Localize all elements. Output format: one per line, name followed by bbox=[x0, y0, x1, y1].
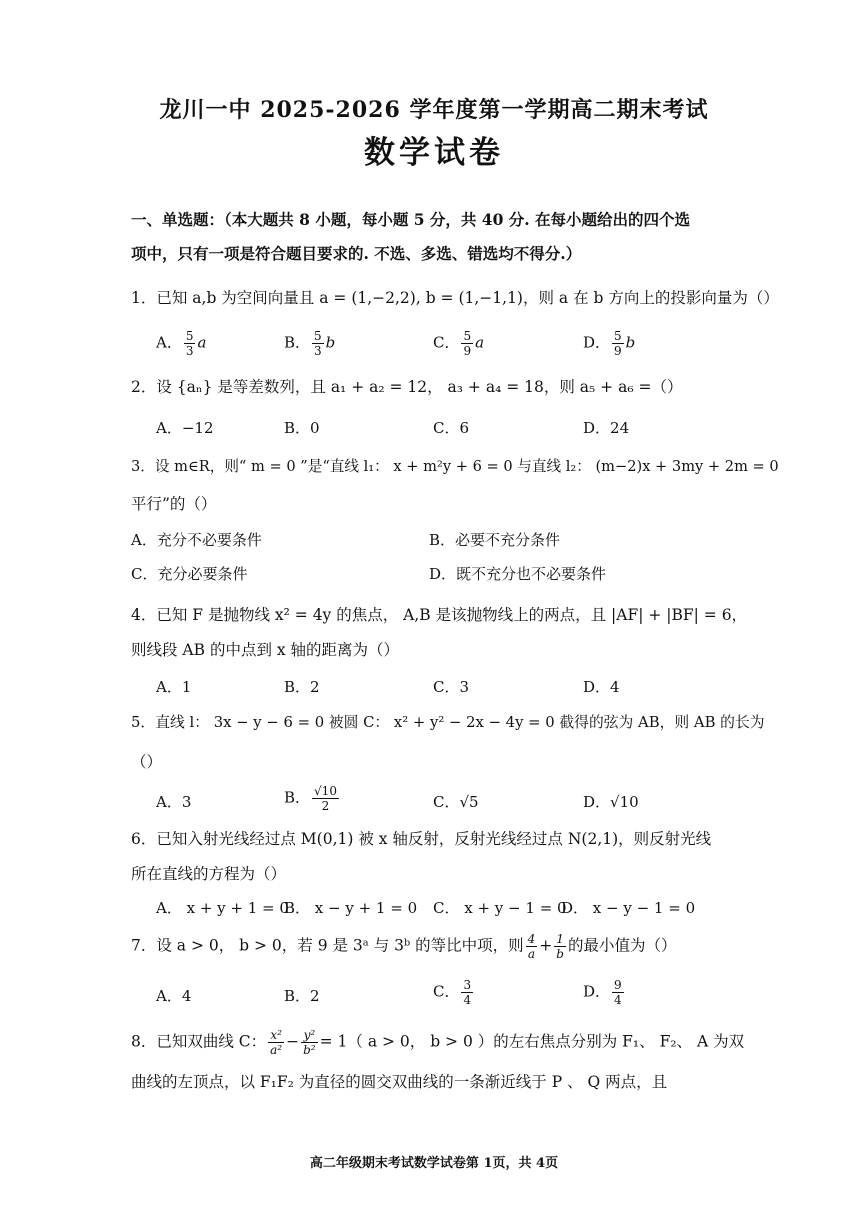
q7-option-c bbox=[433, 978, 475, 1007]
question-3-stem-line2: 平行”的（） bbox=[131, 495, 217, 513]
question-1-stem: 1．已知 a,b 为空间向量且 a = (1,−2,2), b = (1,−1,1)，则 a 在 b 方向上的投影向量为（） bbox=[131, 289, 779, 307]
q2-option-b: B．0 bbox=[284, 419, 320, 437]
q3-option-b: B．必要不充分条件 bbox=[429, 531, 561, 549]
q6-option-c: C． x + y − 1 = 0 bbox=[433, 899, 567, 917]
q3-option-a: A．充分不必要条件 bbox=[131, 531, 262, 549]
option-label: C． bbox=[433, 333, 460, 352]
section-heading-line2: 项中，只有一项是符合题目要求的. 不选、多选、错选均不得分.） bbox=[131, 244, 582, 263]
question-6-stem-line1: 6．已知入射光线经过点 M(0,1) 被 x 轴反射，反射光线经过点 N(2,1)，则反射光线 bbox=[131, 830, 712, 848]
q5-option-b bbox=[284, 784, 341, 813]
question-3-stem-line1: 3．设 m∈R，则“ m = 0 ”是“直线 l₁： x + m²y + 6 = 0 与直线 l₂： (m−2)x + 3my + 2m = 0 bbox=[131, 458, 779, 475]
q3-option-c: C．充分必要条件 bbox=[131, 565, 248, 583]
question-8-stem-line2: 曲线的左顶点，以 F₁F₂ 为直径的圆交双曲线的一条渐近线于 P 、 Q 两点，且 bbox=[131, 1073, 668, 1091]
question-5-stem-line2: （） bbox=[131, 753, 163, 771]
option-label: B． bbox=[284, 788, 311, 807]
q4-option-d: D．4 bbox=[583, 678, 620, 696]
page-footer: 高二年级期末考试数学试卷第 1页，共 4页 bbox=[309, 1156, 559, 1171]
q5-option-a: A．3 bbox=[156, 793, 192, 811]
vector-var: b bbox=[325, 333, 336, 352]
vector-var: a bbox=[475, 333, 485, 352]
q1-option-d bbox=[583, 329, 635, 358]
option-label: A． bbox=[156, 333, 182, 352]
exam-subtitle: 数学试卷 bbox=[364, 135, 504, 171]
q4-option-b: B．2 bbox=[284, 678, 320, 696]
fraction: $\frac{√10}{2}$ bbox=[314, 784, 337, 813]
q4-option-a: A．1 bbox=[156, 678, 192, 696]
option-label: D． bbox=[583, 982, 611, 1001]
vector-var: b bbox=[625, 333, 636, 352]
q7-text-b: 的最小值为（） bbox=[567, 936, 677, 955]
option-label: C． bbox=[433, 982, 460, 1001]
q1-option-b bbox=[284, 329, 335, 358]
q6-option-b: B． x − y + 1 = 0 bbox=[284, 899, 418, 917]
q2-option-a: A．−12 bbox=[156, 419, 214, 437]
fraction: $\frac{5}{9}$ bbox=[463, 329, 472, 358]
option-label: B． bbox=[284, 333, 311, 352]
q7-text-a: 7．设 a > 0， b > 0，若 9 是 3ᵃ 与 3ᵇ 的等比中项，则 bbox=[131, 936, 524, 955]
q3-option-d: D．既不充分也不必要条件 bbox=[429, 565, 607, 583]
q2-option-d: D．24 bbox=[583, 419, 630, 437]
fraction: $\frac{9}{4}$ bbox=[614, 978, 622, 1007]
q2-option-c: C．6 bbox=[433, 419, 470, 437]
fraction: $\frac{1}{b}$ bbox=[556, 932, 564, 961]
question-4-stem-line2: 则线段 AB 的中点到 x 轴的距离为（） bbox=[131, 641, 400, 659]
question-7-stem: 7．设 a > 0， b > 0，若 9 是 3ᵃ 与 3ᵇ 的等比中项，则 $\frac{4}{a}$ + $\frac{1}{b}$ 的最小值为（） bbox=[131, 932, 677, 961]
question-4-stem-line1: 4．已知 F 是抛物线 x² = 4y 的焦点， A,B 是该抛物线上的两点，且 |AF| + |BF| = 6， bbox=[131, 606, 748, 624]
fraction: $\frac{\text{y²}}{\text{b²}}$ bbox=[303, 1028, 316, 1057]
exam-title: 龙川一中 2025-2026 学年度第一学期高二期末考试 bbox=[159, 97, 709, 123]
q8-text-b: = 1（ a > 0， b > 0 ）的左右焦点分别为 F₁、 F₂、 A 为双 bbox=[319, 1032, 745, 1051]
section-heading-line1: 一、单选题：（本大题共 8 小题，每小题 5 分，共 40 分. 在每小题给出的四个选 bbox=[131, 210, 691, 229]
fraction: $\frac{3}{4}$ bbox=[463, 978, 472, 1007]
fraction: $\frac{5}{3}$ bbox=[314, 329, 322, 358]
q4-option-c: C．3 bbox=[433, 678, 470, 696]
option-label: D． bbox=[583, 333, 611, 352]
question-2-stem: 2．设 {aₙ} 是等差数列，且 a₁ + a₂ = 12， a₃ + a₄ = 18，则 a₅ + a₆ =（） bbox=[131, 378, 683, 396]
q7-option-d bbox=[583, 978, 626, 1007]
fraction: $\frac{5}{9}$ bbox=[614, 329, 622, 358]
q6-option-a: A． x + y + 1 = 0 bbox=[156, 899, 289, 917]
fraction: $\frac{\text{x²}}{\text{a²}}$ bbox=[270, 1028, 283, 1057]
q6-option-d: D． x − y − 1 = 0 bbox=[561, 899, 696, 917]
vector-var: a bbox=[197, 333, 207, 352]
q7-option-b: B．2 bbox=[284, 987, 320, 1005]
question-8-stem-line1: 8．已知双曲线 C： $\frac{\text{x²}}{\text{a²}}$ − $\frac{\text{y²}}{\text{b²}}$ = 1（ a > 0， b > 0 ）的左右焦点分别为 F₁、 F₂、 A 为双 bbox=[131, 1028, 745, 1057]
question-6-stem-line2: 所在直线的方程为（） bbox=[131, 865, 287, 883]
q1-option-c bbox=[433, 329, 484, 358]
q1-option-a bbox=[156, 329, 206, 358]
q7-option-a: A．4 bbox=[156, 987, 192, 1005]
question-5-stem-line1: 5．直线 l： 3x − y − 6 = 0 被圆 C： x² + y² − 2x − 4y = 0 截得的弦为 AB，则 AB 的长为 bbox=[131, 714, 765, 731]
q5-option-c: C．√5 bbox=[433, 793, 479, 811]
q5-option-d: D．√10 bbox=[583, 793, 639, 811]
fraction: $\frac{4}{a}$ bbox=[527, 932, 536, 961]
q8-text-a: 8．已知双曲线 C： bbox=[131, 1032, 267, 1051]
fraction: $\frac{5}{3}$ bbox=[185, 329, 194, 358]
